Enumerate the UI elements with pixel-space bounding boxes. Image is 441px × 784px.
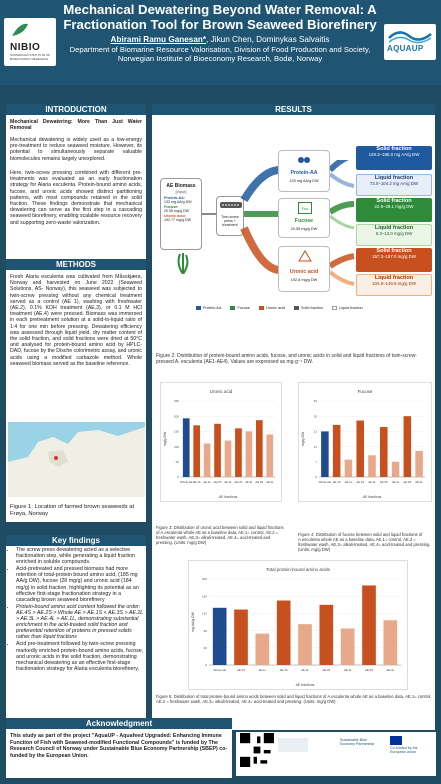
- biomass-uronic-label: Uronic acid:: [164, 214, 186, 218]
- ae-biomass-box: [160, 178, 202, 250]
- norway-map-image: [8, 422, 145, 497]
- bar: [193, 425, 200, 477]
- x-tick-label: AE.1S: [332, 480, 341, 484]
- panel-label: Solid fraction: [376, 248, 412, 254]
- fucose-node-value: 20.55 mg/g DW: [290, 227, 318, 231]
- y-tick-label: 150: [173, 429, 179, 434]
- biomass-title: AE Biomass: [166, 183, 196, 189]
- x-tick-label: AE.3S: [379, 480, 388, 484]
- flow-legend: [196, 306, 371, 310]
- x-tick-label: AE.4L: [415, 480, 423, 484]
- chart-title: Fucose: [357, 389, 373, 394]
- panel-value: 129.3–185.0 mg AA/g DW: [368, 152, 420, 157]
- poster-affiliation: Department of Biomarine Resource Valorisation, Division of Food Production and Society, Norwegian Institute of Bioeconomy Research, Bodø, Norway: [69, 45, 371, 64]
- y-tick-label: 28: [313, 414, 317, 419]
- legend-item-fucose: Fucose: [230, 306, 249, 310]
- uronic-node-value: 192.8 mg/g DW: [290, 278, 318, 282]
- y-tick-label: 40: [203, 646, 207, 650]
- bar: [356, 421, 364, 477]
- protein-aa-chart: [189, 561, 407, 689]
- chart-fucose-box: [298, 382, 432, 502]
- y-tick-label: 0: [315, 475, 317, 480]
- legend-item-solid: Solid fraction: [294, 306, 323, 310]
- bar: [415, 451, 423, 477]
- intro-paragraph-1: Mechanical dewatering is widely used as a low-energy pre-treatment to reduce seaweed moisture. However, its potential to simultaneously separate valuable biomolecules remains largely unexplored.: [10, 137, 142, 162]
- bar: [277, 601, 291, 666]
- x-tick-label: AE.3L: [245, 480, 253, 484]
- bar: [380, 427, 388, 477]
- poster-header: [0, 0, 441, 85]
- chart-title: Uronic acid: [209, 389, 233, 394]
- press-label: Twin screw press + treatment: [221, 215, 239, 227]
- nibio-logo-subtext: NORWEGIAN INSTITUTE OF BIOECONOMY RESEARCH: [10, 53, 51, 61]
- x-tick-label: AE.4L: [265, 480, 274, 484]
- biomass-sub: [input]: [175, 189, 187, 194]
- x-tick-label: Whole AE: [318, 480, 332, 484]
- key-findings-heading: Key findings: [6, 535, 146, 546]
- intro-paragraph-2: Here, twin-screw pressing combined with different pre-treatments was evaluated as an early fractionation strategy for Alaria esculenta. Protein-bound amino acids, fucose, and uronic acids showed distinct partitioning patterns, with most compounds retained in the solid fraction. These findings demonstrate that mechanical dewatering can serve as the first step in a cascading seaweed biorefinery, enabling scalable resource recovery and supporting zero-waste valorization.: [10, 170, 142, 226]
- bar: [404, 416, 412, 477]
- panel-value: 73.0–104.2 mg AA/g DW: [369, 181, 419, 186]
- bar: [204, 444, 211, 477]
- x-tick-label: AE.1L: [344, 480, 353, 484]
- x-tick-label: AE.4L: [386, 668, 395, 672]
- x-tick-label: AE.1L: [203, 480, 211, 484]
- aquaup-logo-text: AQUAUP: [387, 44, 424, 53]
- y-tick-label: 35: [313, 399, 317, 404]
- y-tick-label: 0: [205, 663, 207, 668]
- panel-label: Liquid fraction: [374, 175, 414, 181]
- panel-label: Liquid fraction: [374, 275, 414, 281]
- bar: [235, 428, 242, 477]
- bar: [213, 608, 227, 665]
- fucose-solid-panel: [356, 198, 432, 222]
- biomass-uronic-value: 192.77 mg/g DW: [164, 218, 191, 222]
- y-tick-label: 50: [175, 460, 179, 464]
- bar: [266, 434, 273, 477]
- chart-protein-box: [188, 560, 408, 690]
- ack-heading: Acknowledgment: [6, 718, 232, 729]
- biomass-protein-label: Protein-AA:: [164, 196, 186, 200]
- panel-value: 104.8–149.9 mg/g DW: [372, 281, 416, 286]
- bar: [368, 455, 376, 477]
- x-tick-label: AE.3S: [234, 480, 243, 484]
- uronic-molecule-icon: [297, 249, 313, 263]
- x-tick-label: AE.2L: [301, 668, 309, 672]
- y-axis-label: mg/g DW: [301, 431, 305, 447]
- x-tick-label: AE.4S: [255, 480, 264, 484]
- methods-heading: METHODS: [6, 259, 146, 270]
- fucose-chart: [299, 383, 431, 501]
- intro-subheading: Mechanical Dewatering: More Than Just Water Removal: [10, 119, 142, 132]
- x-tick-label: AE.4S: [403, 480, 412, 484]
- uronic-solid-panel: [356, 248, 432, 272]
- x-tick-label: AE.3S: [322, 668, 331, 672]
- bar: [384, 620, 398, 665]
- bar: [392, 462, 400, 477]
- intro-heading: INTRODUCTION: [6, 104, 146, 115]
- eu-cofund-text: Co-funded by the European Union: [390, 746, 418, 754]
- uronic-acid-chart: [161, 383, 281, 501]
- figure-1-caption: Figure 1: Location of farmed brown seaweeds at Frøya, Norway: [10, 504, 135, 517]
- methods-text: Fresh Alaria esculenta was cultivated from Måsskjæra, Norway and harvested on June 2022 (Seaweed Solutions, AS- Norway), this seaweed was subjected to twin-screw pressing without any chemical treatment served as a control (AE 1), washing with freshwater (AE.2), 0.1% KOH treatment (AE.3), or 0.1 M HCl treatment (AE.4) were pressed. Biomass was immersed in each pretreatment solution at a solid-to-liquid ratio of 1:4 for one min before pressing. Dewatering efficiency was assessed through liquid yield, dry matter content of the solid fraction, and solid fractions were dried at 50°C and analysed for protein-bound amino acid by HPLC-DAD, fucose by the Dische colorimetric assay, and uronic acids using a modified carbazole method. Whole seaweed biomass served as the baseline reference.: [10, 274, 142, 367]
- figure-4-caption: Figure 4: Distribution of fucose between solid and liquid fractions of A.esculenta whole AE as a baseline data, AE.1= control, AE.2 = freshwater wash, AE.3= alkali-treated, AE.4= acid-treated and pressing. (Units: mg/g DW): [298, 532, 431, 552]
- y-tick-label: 100: [173, 444, 179, 449]
- x-tick-label: AE.2S: [279, 668, 288, 672]
- x-tick-label: Whole AE: [180, 480, 193, 484]
- key-finding-item: • Acid pre-treatment followed by twin-screw pressing markedly enriched protein-bound amino acids, fucose, and uronic acids in the solid fraction, demonstrating mechanical dewatering as an effective first-stage fractionation strategy for Alaria esculenta biorefinery.: [16, 641, 146, 671]
- other-authors: , Jikun Chen, Dominykas Salvaitis: [206, 35, 330, 44]
- key-findings-list: [8, 547, 146, 673]
- x-tick-label: AE.2L: [224, 480, 232, 484]
- biomass-protein-value: 133 mg AA/g DW: [164, 200, 192, 204]
- figure-2-caption: Figure 2: Distribution of protein-bound amino acids, fucose, and uronic acids in solid and liquid fractions of twin-screw-pressed A. esculenta (AE1-AE4). Values are expressed as mg·g⁻¹ DW.: [156, 353, 417, 365]
- nibio-small-logo: [278, 738, 308, 752]
- key-finding-item: • The screw press dewatering acted as a selective fractionation step, while generating a liquid fraction enriched in soluble compounds.: [16, 547, 146, 565]
- key-finding-item: • Acid-pretreated and pressed biomass had more retention of total-protein bound amino acid, (185 mg AA/g DW), fucose (28 mg/g) and uronic acid (184 mg/g) in solid fraction. highlighting its potential as an effective first-stage fractionation strategy in a cascading brown seaweed biorefinery: [16, 566, 146, 603]
- panel-label: Solid fraction: [376, 146, 412, 152]
- bar: [362, 585, 376, 665]
- fucose-icon: Fuc: [298, 202, 312, 214]
- chart-uronic-box: [160, 382, 282, 502]
- y-tick-label: 160: [201, 594, 207, 599]
- uronic-node: [278, 246, 330, 292]
- seaweed-icon: [172, 252, 194, 274]
- wave-icon: [387, 26, 433, 44]
- uronic-node-name: Uronic acid: [289, 269, 319, 275]
- nibio-logo: [4, 18, 56, 66]
- protein-icon: [298, 155, 312, 165]
- chart-title: Total protein-bound amino acids: [266, 567, 330, 572]
- qr-code-icon[interactable]: [240, 733, 274, 767]
- figure-5-caption: Figure 5: Distribution of total protein-bound amino acids between solid and liquid fractions of A.esculenta whole AE as a baseline data, AE.1= control, AE.2 = freshwater wash, AE.3= alkali-treated, AE.4= acid-treated and pressing. (Units: mg/g DW): [156, 694, 432, 704]
- poster-title: Mechanical Dewatering Beyond Water Removal: A Fractionation Tool for Brown Seaweed Biorefinery: [63, 2, 377, 32]
- y-tick-label: 21: [313, 429, 317, 434]
- bar: [256, 634, 270, 665]
- ack-text: This study as part of the project "AquaUP - Aquafeed Upgraded: Enhancing Immune Function of Fish with Seaweed-modified Functional Compounds" is funded by The Research Council of Norway under Sustainable Blue Economy Partnership (SBEP) co-funded by the European Union.: [10, 733, 228, 759]
- frøya-marker-icon: [54, 456, 58, 460]
- x-tick-label: AE.3L: [391, 480, 400, 484]
- y-tick-label: 120: [201, 611, 207, 616]
- x-tick-label: AE.1S: [192, 480, 201, 484]
- panel-value: 22.8–28.1 mg/g DW: [374, 204, 414, 209]
- bar: [225, 441, 232, 477]
- y-tick-label: 14: [313, 444, 317, 449]
- protein-node-name: Protein-AA: [290, 170, 318, 176]
- protein-solid-panel: [356, 146, 432, 170]
- protein-liquid-panel: [356, 174, 432, 196]
- fucose-node-name: Fucose: [294, 218, 314, 224]
- bar: [234, 610, 248, 665]
- x-tick-label: AE.4S: [365, 668, 373, 672]
- bar: [214, 424, 221, 477]
- x-axis-label: AE fractions: [295, 683, 315, 687]
- location-map: [8, 422, 145, 497]
- poster-authors: [60, 35, 380, 44]
- x-tick-label: Whole AE: [213, 668, 226, 672]
- y-axis-label: mg/g DW: [163, 431, 167, 447]
- bar: [321, 431, 329, 477]
- biomass-fucose-value: 20.55 mg/g DW: [164, 209, 189, 213]
- aquaup-logo: [384, 24, 436, 60]
- y-tick-label: 7: [315, 460, 317, 464]
- bar: [256, 420, 263, 477]
- bar: [341, 628, 355, 665]
- bar: [345, 460, 353, 477]
- y-tick-label: 250: [173, 399, 179, 404]
- legend-item-uronic: Uronic acid: [259, 306, 285, 310]
- key-finding-item: • Protein-bound amino acid content followed the order: AE.4S > AE.2S > Whole AE > AE.1S < AE.3S > AE.2L > AE.3L > AE.4L > AE.1L, demonstrating substantial enrichment in the acid-treated solid fraction and preferential retention of proteins in pressed solids rather than liquid fractions: [16, 604, 146, 641]
- panel-value: 157.3–187.0 mg/g DW: [372, 254, 416, 259]
- x-tick-label: AE.2S: [213, 480, 222, 484]
- legend-item-protein: Protein-AA: [196, 306, 221, 310]
- x-tick-label: AE.3L: [343, 668, 352, 672]
- biomass-fucose-label: Fucose:: [164, 205, 179, 209]
- y-tick-label: 80: [203, 628, 207, 633]
- legend-item-liquid: Liquid fraction: [332, 306, 363, 310]
- x-tick-label: AE.1S: [237, 668, 245, 672]
- panel-label: Liquid fraction: [374, 225, 414, 231]
- sbep-logo: Sustainable Blue Economy Partnership: [340, 738, 375, 746]
- y-axis-label: mg AA/g DW: [191, 611, 195, 633]
- x-axis-label: AE fractions: [218, 495, 238, 499]
- y-tick-label: 0: [177, 475, 179, 480]
- bar: [246, 431, 253, 477]
- bar: [298, 624, 312, 665]
- nibio-logo-text: NIBIO: [10, 42, 41, 53]
- panel-value: 6.3–13.0 mg/g DW: [375, 231, 413, 236]
- uronic-liquid-panel: [356, 274, 432, 296]
- nibio-leaf-icon: [10, 22, 30, 38]
- x-tick-label: AE.2S: [356, 480, 365, 484]
- bar: [320, 605, 334, 665]
- bar: [183, 418, 190, 477]
- bar: [333, 425, 341, 477]
- protein-node: [278, 150, 330, 192]
- protein-node-value: 133 mg AA/g DW: [289, 179, 319, 183]
- x-tick-label: AE.1L: [258, 668, 267, 672]
- panel-label: Solid fraction: [376, 198, 412, 204]
- results-heading: RESULTS: [152, 104, 435, 115]
- fucose-node: [278, 198, 330, 238]
- y-tick-label: 200: [201, 577, 207, 582]
- eu-flag-icon: [390, 736, 402, 745]
- x-tick-label: AE.2L: [368, 480, 376, 484]
- fucose-liquid-panel: [356, 224, 432, 246]
- figure-3-caption: Figure 3: Distribution of uronic acid between solid and liquid fractions of A.esculenta whole AE as a baseline data, AE.1= control, AE.2 = freshwater wash, AE.3= alkali-treated, AE.4= acid-treated and pressing. (Units: mg/g DW): [156, 525, 284, 545]
- y-tick-label: 200: [173, 414, 179, 419]
- x-axis-label: AE fractions: [362, 495, 382, 499]
- presenting-author: Abirami Ramu Ganesan*: [110, 35, 207, 44]
